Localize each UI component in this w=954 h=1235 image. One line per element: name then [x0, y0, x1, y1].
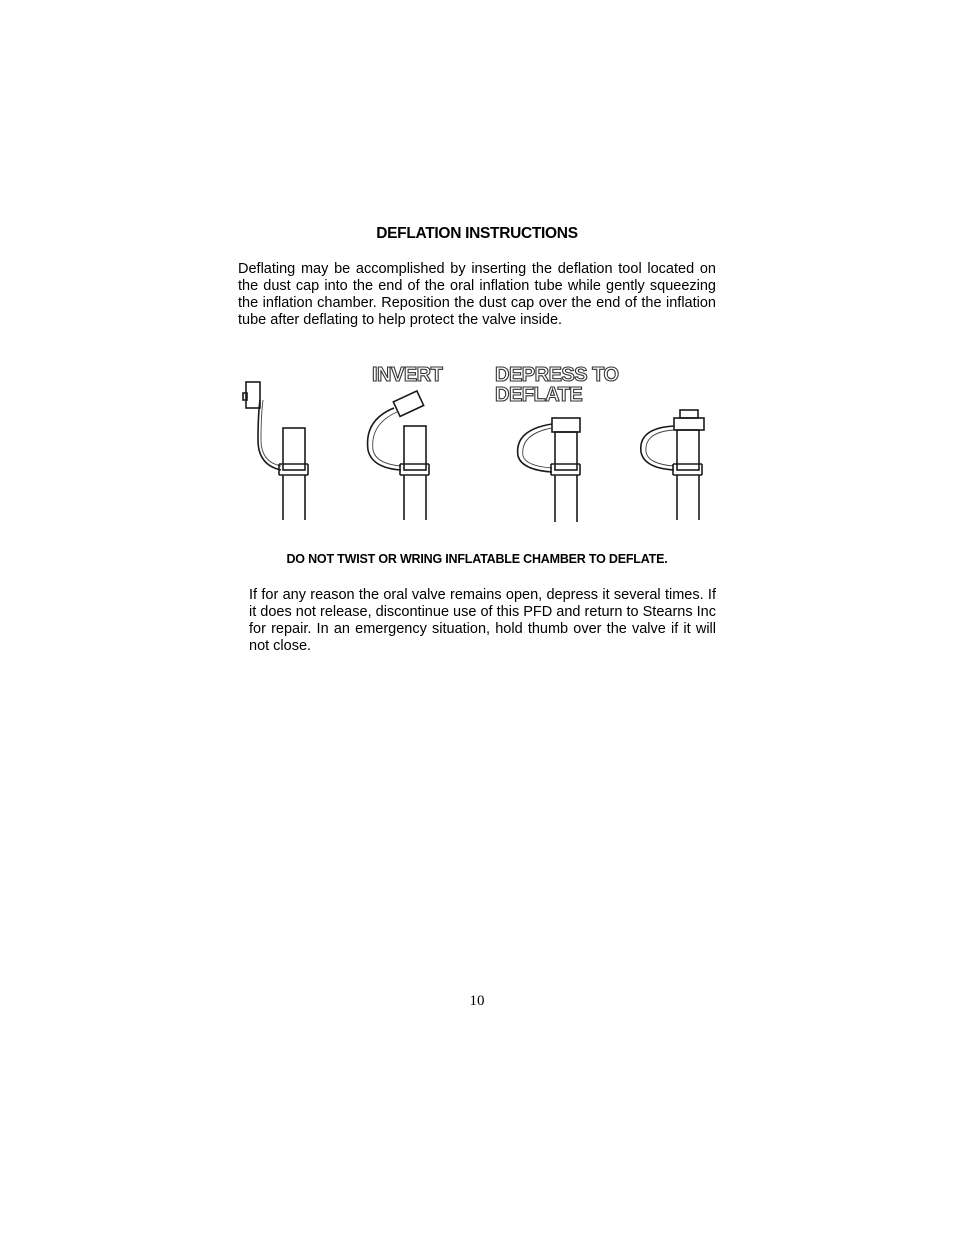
- invert-label: INVERT: [372, 364, 443, 386]
- step4-cap-repositioned: [641, 410, 704, 520]
- depress-to-deflate-label: DEPRESS TO DEFLATE: [495, 364, 619, 406]
- step1-cap-hanging: [243, 382, 308, 520]
- warning-text: DO NOT TWIST OR WRING INFLATABLE CHAMBER TO DEFLATE.: [286, 552, 668, 566]
- step2-invert-cap: [368, 391, 429, 520]
- page-number: 10: [469, 993, 485, 1009]
- step3-depress-cap: [518, 418, 580, 522]
- page-title: DEFLATION INSTRUCTIONS: [376, 225, 578, 242]
- deflation-paragraph: Deflating may be accomplished by inserting the deflation tool located on the dust cap into the end of the oral inflation tube while gently squeezing the inflation chamber. Reposition the dust cap over the end of the inflation tube after deflating to help protect the valve inside.: [238, 261, 716, 328]
- deflation-illustration: [236, 360, 716, 525]
- oral-valve-paragraph: If for any reason the oral valve remains open, depress it several times. If it does not release, discontinue use of this PFD and return to Stearns Inc for repair. In an emergency situation, hold thumb over the valve if it will not close.: [249, 587, 716, 654]
